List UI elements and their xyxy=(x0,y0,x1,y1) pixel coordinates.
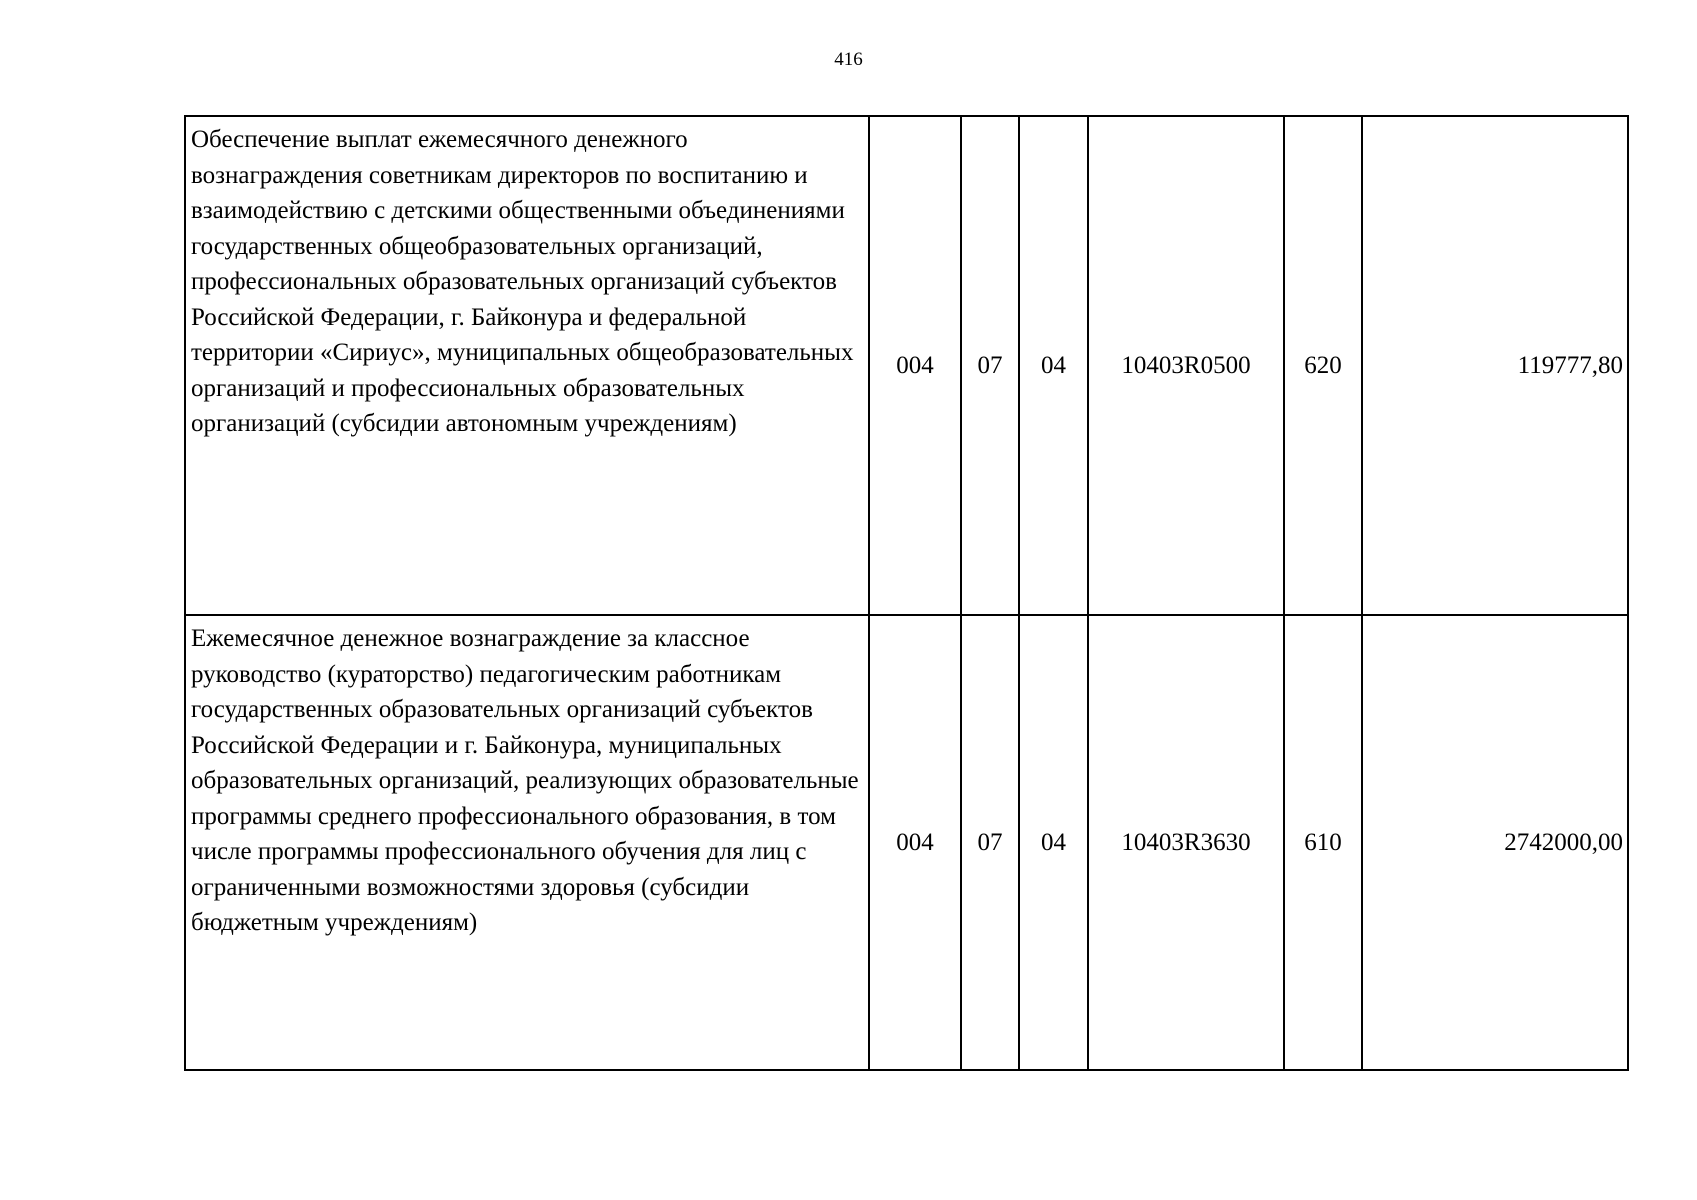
ministry-code: 004 xyxy=(869,116,961,615)
amount-value: 2742000,00 xyxy=(1362,615,1628,1070)
amount-value: 119777,80 xyxy=(1362,116,1628,615)
table-row xyxy=(185,116,1628,615)
expense-type-code: 620 xyxy=(1284,116,1362,615)
section-code: 07 xyxy=(961,615,1019,1070)
row-description: Обеспечение выплат ежемесячного денежного вознаграждения советникам директоров по воспитанию и взаимодействию с детскими общественными объединениями государственных общеобразовательных организаций, профессиональных образовательных организаций субъектов Российской Федерации, г. Байконура и федеральной территории «Сириус», муниципальных общеобразовательных организаций и профессиональных образовательных организаций (субсидии автономным учреждениям) xyxy=(185,116,869,615)
target-article-code: 10403R0500 xyxy=(1088,116,1284,615)
table-row xyxy=(185,615,1628,1070)
target-article-code: 10403R3630 xyxy=(1088,615,1284,1070)
section-code: 07 xyxy=(961,116,1019,615)
page-number: 416 xyxy=(834,49,863,70)
expense-type-code: 610 xyxy=(1284,615,1362,1070)
row-description: Ежемесячное денежное вознаграждение за классное руководство (кураторство) педагогическим работникам государственных образовательных организаций субъектов Российской Федерации и г. Байконура, муниципальных образовательных организаций, реализующих образовательные программы среднего профессионального образования, в том числе программы профессионального обучения для лиц с ограниченными возможностями здоровья (субсидии бюджетным учреждениям) xyxy=(185,615,869,1070)
subsection-code: 04 xyxy=(1019,615,1088,1070)
budget-table xyxy=(184,115,1629,1071)
ministry-code: 004 xyxy=(869,615,961,1070)
subsection-code: 04 xyxy=(1019,116,1088,615)
